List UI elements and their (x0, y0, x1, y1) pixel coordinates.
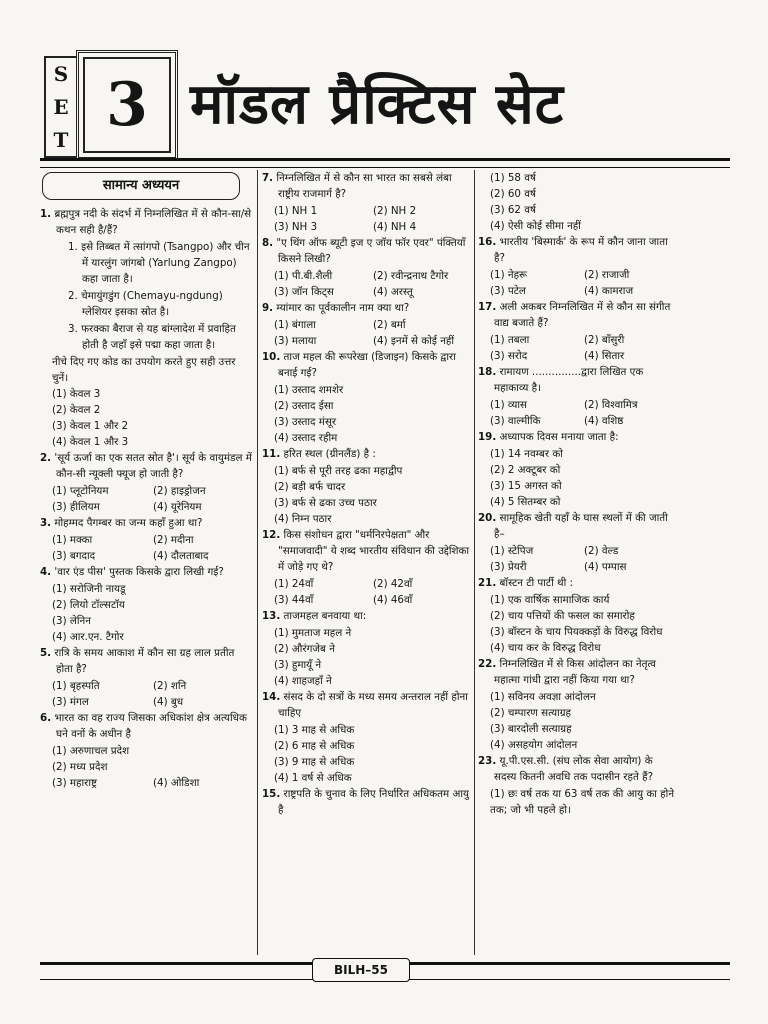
question-17 (478, 299, 678, 364)
option: (4) सितार (584, 350, 625, 362)
option: (4) दौलताबाद (153, 550, 209, 562)
option: (3) NH 3 (274, 221, 318, 233)
option: (2) उस्ताद ईसा (274, 400, 334, 412)
question-number: 16. (478, 236, 497, 248)
option: (1) नेहरू (490, 269, 528, 281)
question-text: "ए थिंग ऑफ ब्यूटी इज ए जॉय फॉर एवर" पंक्तियाँ किसने लिखी? (276, 237, 466, 265)
option: (1) उस्ताद शमशेर (274, 384, 344, 396)
question-text: बॉस्टन टी पार्टी थी : (499, 577, 574, 589)
question-1 (40, 206, 254, 450)
question-number: 12. (262, 529, 281, 541)
option: (4) ऐसी कोई सीमा नहीं (490, 220, 581, 232)
question-7 (262, 170, 472, 235)
option: (3) हुमायूँ ने (274, 659, 322, 671)
option: (1) छः वर्ष तक या 63 वर्ष तक की आयु का होने तक; जो भी पहले हो। (490, 788, 675, 816)
option: (3) महाराष्ट्र (52, 777, 98, 789)
question-15 (262, 786, 472, 818)
question-text: 'वार एंड पीस' पुस्तक किसके द्वारा लिखी गई? (54, 566, 224, 578)
question-6 (40, 710, 254, 791)
question-11 (262, 446, 472, 527)
question-text: रात्रि के समय आकाश में कौन सा ग्रह लाल प्रतीत होता है? (54, 647, 235, 675)
option: (4) वशिष्ठ (584, 415, 624, 427)
option: (3) उस्ताद मंसूर (274, 416, 337, 428)
option: (1) बंगाला (274, 319, 316, 331)
option: (2) चम्पारण सत्याग्रह (490, 707, 571, 719)
option: (2) हाइड्रोजन (153, 485, 206, 497)
question-text: राष्ट्रपति के चुनाव के लिए निर्धारित अधिकतम आयु है (278, 788, 469, 816)
question-number: 15. (262, 788, 281, 800)
question-text: 'सूर्य ऊर्जा का एक सतत स्रोत है'। सूर्य के वायुमंडल में कौन-सी न्यूक्ली फ्यूज हो जाती है? (54, 452, 252, 480)
set-letter: S (53, 62, 69, 87)
option: (4) असहयोग आंदोलन (490, 739, 578, 751)
question-text: रामायण ...............द्वारा लिखित एक महाकाव्य है। (494, 366, 644, 394)
option: (1) 58 वर्ष (490, 172, 536, 184)
question-text: भारत का वह राज्य जिसका अधिकांश क्षेत्र अत्यधिक घने वनों के अधीन है (54, 712, 247, 740)
option: (4) 5 सितम्बर को (490, 496, 561, 508)
question-text: ताज महल की रूपरेखा (डिजाइन) किसके द्वारा बनाई गई? (278, 351, 456, 379)
option: (2) चाय पत्तियों की फसल का समारोह (490, 610, 635, 622)
option: (3) बारदोली सत्याग्रह (490, 723, 572, 735)
question-13 (262, 608, 472, 689)
option: (2) औरंगजेब ने (274, 643, 335, 655)
question-3 (40, 515, 254, 564)
question-number: 7. (262, 172, 274, 184)
option: (1) 24वाँ (274, 578, 314, 590)
question-number: 17. (478, 301, 497, 313)
question-number: 22. (478, 658, 497, 670)
question-number: 6. (40, 712, 52, 724)
question-20 (478, 510, 678, 575)
option: (2) 42वाँ (373, 578, 413, 590)
question-number: 4. (40, 566, 52, 578)
option: (3) वाल्मीकि (490, 415, 541, 427)
set-letter: T (53, 127, 69, 152)
option: (1) 3 माह से अधिक (274, 724, 355, 736)
option: (4) केवल 1 और 3 (52, 436, 129, 448)
option: (2) शनि (153, 680, 187, 692)
question-9 (262, 300, 472, 349)
question-text: अध्यापक दिवस मनाया जाता है: (499, 431, 619, 443)
question-number: 2. (40, 452, 52, 464)
set-label (44, 56, 76, 158)
option: (2) लियो टॉल्सटॉय (52, 599, 125, 611)
question-number: 21. (478, 577, 497, 589)
option: (2) मदीना (153, 534, 194, 546)
option: (3) हीलियम (52, 501, 100, 513)
option: (4) उस्ताद रहीम (274, 432, 338, 444)
question-text: निम्नलिखित में से किस आंदोलन का नेतृत्व महात्मा गांधी द्वारा नहीं किया गया था? (494, 658, 656, 686)
option: (2) राजाजी (584, 269, 630, 281)
question-text: निम्नलिखित में से कौन सा भारत का सबसे लंबा राष्ट्रीय राजमार्ग है? (276, 172, 452, 200)
question-number: 3. (40, 517, 52, 529)
instruction: नीचे दिए गए कोड का उपयोग करते हुए सही उत्तर चुनें। (52, 356, 236, 384)
option: (3) बॉस्टन के चाय पियक्कड़ों के विरुद्ध विरोध (490, 626, 663, 638)
question-18 (478, 364, 678, 429)
option: (2) वेल्ड (584, 545, 619, 557)
option: (2) बड़ी बर्फ चादर (274, 481, 346, 493)
question-text: मोहम्मद पैगम्बर का जन्म कहाँ हुआ था? (54, 517, 203, 529)
column-1 (40, 170, 254, 960)
statement: 1. इसे तिब्बत में त्सांगपो (Tsangpo) और चीन में यारलुंग जांगबो (Yarlung Zangpo) कहा जाता है। (68, 241, 250, 285)
option: (2) मध्य प्रदेश (52, 761, 108, 773)
set-number: 3 (76, 50, 178, 160)
question-12 (262, 527, 472, 608)
option: (4) पम्पास (584, 561, 627, 573)
question-number: 10. (262, 351, 281, 363)
column-divider (474, 170, 475, 955)
option: (4) यूरेनियम (153, 501, 202, 513)
option: (3) 62 वर्ष (490, 204, 536, 216)
question-22 (478, 656, 678, 753)
option: (3) बगदाद (52, 550, 96, 562)
question-8 (262, 235, 472, 300)
option: (2) रवीन्द्रनाथ टैगोर (373, 270, 449, 282)
question-text: अली अकबर निम्नलिखित में से कौन सा संगीत वाद्य बजाते हैं? (494, 301, 671, 329)
option: (3) पटेल (490, 285, 526, 297)
question-number: 13. (262, 610, 281, 622)
option: (3) प्रेयरी (490, 561, 527, 573)
question-number: 20. (478, 512, 497, 524)
question-number: 9. (262, 302, 274, 314)
option: (2) विश्वामित्र (584, 399, 638, 411)
option: (4) 1 वर्ष से अधिक (274, 772, 352, 784)
option: (3) लेनिन (52, 615, 91, 627)
question-14 (262, 689, 472, 786)
option: (4) शाहजहाँ ने (274, 675, 332, 687)
option: (1) बर्फ से पूरी तरह ढका महाद्वीप (274, 465, 403, 477)
question-10 (262, 349, 472, 446)
question-23 (478, 753, 678, 818)
option: (2) 2 अक्टूबर को (490, 464, 561, 476)
option: (1) अरुणाचल प्रदेश (52, 745, 130, 757)
question-number: 1. (40, 208, 52, 220)
option: (1) एक वार्षिक सामाजिक कार्य (490, 594, 610, 606)
option: (3) सरोद (490, 350, 528, 362)
option: (3) मलाया (274, 335, 317, 347)
option: (4) इनमें से कोई नहीं (373, 335, 455, 347)
statement: 2. चेमायुंगडुंग (Chemayu-ngdung) ग्लेशियर इसका स्रोत है। (68, 290, 223, 318)
question-5 (40, 645, 254, 710)
column-2 (262, 170, 472, 960)
question-15-options (478, 170, 678, 234)
option: (1) NH 1 (274, 205, 318, 217)
option: (1) स्टेपिज (490, 545, 534, 557)
question-4 (40, 564, 254, 645)
option: (3) 15 अगस्त को (490, 480, 562, 492)
option: (4) NH 4 (373, 221, 417, 233)
option: (1) व्यास (490, 399, 527, 411)
question-number: 5. (40, 647, 52, 659)
option: (3) जॉन किट्स (274, 286, 334, 298)
set-letter: E (53, 94, 69, 119)
question-2 (40, 450, 254, 515)
option: (3) बर्फ से ढका उच्च पठार (274, 497, 377, 509)
option: (4) 46वाँ (373, 594, 413, 606)
option: (1) तबला (490, 334, 530, 346)
question-text: किस संशोधन द्वारा "धर्मनिरपेक्षता" और "समाजवादी" ये शब्द भारतीय संविधान की उद्देशिका में जोड़े गए थे? (278, 529, 470, 573)
option: (1) मुमताज महल ने (274, 627, 352, 639)
option: (1) पी.बी.शैली (274, 270, 333, 282)
page-title: मॉडल प्रैक्टिस सेट (190, 71, 564, 137)
option: (3) केवल 1 और 2 (52, 420, 129, 432)
question-text: भारतीय 'बिस्मार्क' के रूप में कौन जाना जाता है? (494, 236, 668, 264)
question-21 (478, 575, 678, 656)
question-text: म्यांमार का पूर्वकालीन नाम क्या था? (276, 302, 410, 314)
option: (4) बुध (153, 696, 184, 708)
header-rule (40, 158, 730, 168)
statement: 3. फरक्का बैराज से यह बांग्लादेश में प्रवाहित होती है जहाँ इसे पद्मा कहा जाता है। (68, 323, 236, 351)
question-number: 8. (262, 237, 274, 249)
option: (3) 9 माह से अधिक (274, 756, 355, 768)
question-text: ताजमहल बनवाया था: (283, 610, 367, 622)
option: (4) निम्न पठार (274, 513, 332, 525)
option: (2) 60 वर्ष (490, 188, 536, 200)
option: (2) बर्मा (373, 319, 406, 331)
option: (1) 14 नवम्बर को (490, 448, 563, 460)
option: (2) 6 माह से अधिक (274, 740, 355, 752)
option: (1) मक्का (52, 534, 93, 546)
question-text: संसद के दो सत्रों के मध्य समय अन्तराल नहीं होना चाहिए (278, 691, 468, 719)
question-number: 23. (478, 755, 497, 767)
question-text: हरित स्थल (ग्रीनलैंड) है : (283, 448, 376, 460)
question-16 (478, 234, 678, 299)
page-code: BILH–55 (312, 958, 410, 982)
page-header (40, 42, 730, 160)
option: (4) कामराज (584, 285, 634, 297)
option: (1) बृहस्पति (52, 680, 100, 692)
section-heading: सामान्य अध्ययन (42, 172, 240, 200)
option: (3) मंगल (52, 696, 89, 708)
option: (4) अरस्तू (373, 286, 413, 298)
option: (2) केवल 2 (52, 404, 101, 416)
option: (1) सविनय अवज्ञा आंदोलन (490, 691, 596, 703)
question-19 (478, 429, 678, 510)
question-text: यू.पी.एस.सी. (संघ लोक सेवा आयोग) के सदस्य कितनी अवधि तक पदासीन रहते हैं? (494, 755, 654, 783)
question-text: सामूहिक खेती यहाँ के घास स्थलों में की जाती है– (494, 512, 668, 540)
option: (2) बाँसुरी (584, 334, 625, 346)
option: (1) सरोजिनी नायडू (52, 583, 126, 595)
question-number: 19. (478, 431, 497, 443)
option: (1) प्लूटोनियम (52, 485, 109, 497)
option: (2) NH 2 (373, 205, 417, 217)
column-divider (257, 170, 258, 955)
question-number: 11. (262, 448, 281, 460)
option: (1) केवल 3 (52, 388, 101, 400)
question-number: 14. (262, 691, 281, 703)
question-text: ब्रह्मपुत्र नदी के संदर्भ में निम्नलिखित में से कौन-सा/से कथन सही है/हैं? (54, 208, 252, 236)
option: (3) 44वाँ (274, 594, 314, 606)
option: (4) आर.एन. टैगोर (52, 631, 124, 643)
option: (4) चाय कर के विरुद्ध विरोध (490, 642, 601, 654)
option: (4) ओडिशा (153, 777, 200, 789)
question-number: 18. (478, 366, 497, 378)
column-3 (478, 170, 678, 960)
